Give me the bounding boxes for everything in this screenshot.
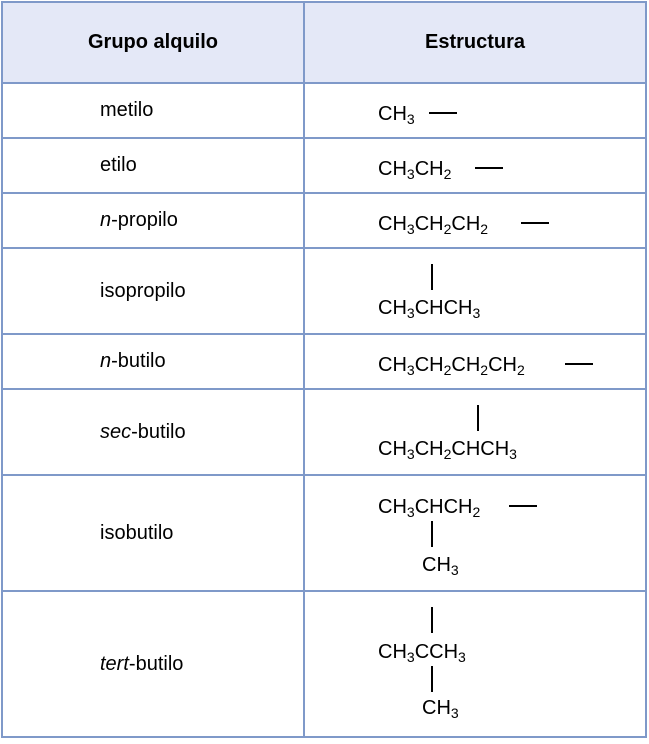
branch-formula: $CH_3$ [422,554,459,578]
structure-cell [304,138,646,193]
bond-line [431,264,433,290]
structure-cell [304,83,646,138]
structure-cell [304,591,646,737]
structure-cell [304,248,646,334]
table-row [2,248,646,334]
formula: $CH_3CH_2CHCH_3$ [378,438,517,462]
bond-line [565,363,593,365]
branch-formula: $CH_3$ [422,697,459,721]
structure-cell [304,389,646,475]
bond-line [431,521,433,547]
group-name: etilo [2,138,304,193]
bond-line [521,222,549,224]
bond-line [431,607,433,633]
group-name: isobutilo [2,475,304,591]
group-name: sec-butilo [2,389,304,475]
bond-line [475,167,503,169]
formula: $CH_3CHCH_2$ [378,496,481,520]
formula: $CH_3$ [378,103,415,127]
group-name: tert-butilo [2,591,304,737]
structure-cell [304,193,646,248]
table-row [2,389,646,475]
table-row [2,334,646,389]
table-row [2,193,646,248]
bond-line [509,505,537,507]
group-name: metilo [2,83,304,138]
formula: $CH_3CH_2CH_2$ [378,213,489,237]
header-row [2,2,646,83]
formula: $CH_3CCH_3$ [378,641,466,665]
formula: $CH_3CH_2CH_2CH_2$ [378,354,525,378]
group-name: n-butilo [2,334,304,389]
structure-cell [304,334,646,389]
formula: $CH_3CH_2$ [378,158,452,182]
table-row [2,475,646,591]
group-name: n-propilo [2,193,304,248]
formula: $CH_3CHCH_3$ [378,297,481,321]
structure-cell [304,475,646,591]
bond-line [431,666,433,692]
header-group: Grupo alquilo [2,2,304,83]
alkyl-groups-table [1,1,647,738]
table-row [2,83,646,138]
header-structure: Estructura [304,2,646,83]
bond-line [429,112,457,114]
group-name: isopropilo [2,248,304,334]
table-row [2,138,646,193]
table-row [2,591,646,737]
bond-line [477,405,479,431]
